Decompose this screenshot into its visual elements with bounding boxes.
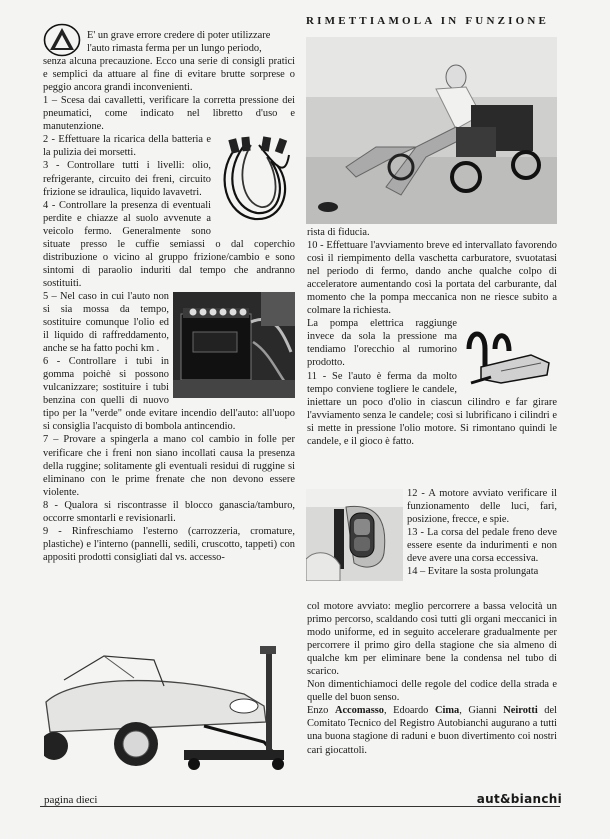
tip-5: 5 – Nel caso in cui l'auto non si sia mossa da tempo, sostituire comunque l'olio ed il liquido di raffreddamento, anche se ha fatto pochi km . [43,290,169,355]
pedal-car-icon [306,37,557,224]
right-column-middle [407,487,557,578]
tip-10: 10 - Effettuare l'avviamento breve ed intervallato favorendo così il riempimento della vaschetta carburatore, svuotatasi nel periodo di fermo, dando anche qualche colpo di acceleratore aumentando così la portata del carburante, dal momento che la pompa meccanica non ne riesce subito a colmare la richiesta. [307,240,557,317]
tip-2: 2 - Effettuare la ricarica della batteria e la pulizia dei morsetti. [43,134,211,159]
tip-7: 7 – Provare a spingerla a mano col cambio in folle per verificare che i freni non siano incollati causa la presenza della ruggine; solitamente gli eventuali residui di ruggine si eliminano con le prime frenate che non devono essere violente. [43,434,295,498]
footer-rule [40,806,560,807]
autobianchi-brand-logo: aut&bianchi [476,792,562,806]
car-on-jack-photo [44,646,295,778]
jumper-cables-photo [215,135,295,227]
closing-note: Non dimentichiamoci delle regole del codice della strada e quelle del buon senso. [307,679,557,704]
tip-13: 13 - La corsa del pedale freno deve essere esente da indurimenti e non deve avere una corsa eccessiva. [407,527,557,565]
pump-note: La pompa elettrica raggiunge invece da sola la pressione ma tendiamo l'orecchio al rumorino prodotto. [307,318,457,369]
tip-14-rest: col motore avviato: meglio percorrere a bassa velocità un primo percorso, scaldando così tutti gli organi meccanici in modo uniforme, ed in seguito accelerare gradualmente per percorrere il primo giro della stagione che sia almeno di qualche km per eliminare bene la condensa nel tubo di scarico. [307,601,557,678]
convertible-car-icon [44,646,295,778]
taillight-photo [306,489,403,581]
tip-14-start: 14 – Evitare la sosta prolungata [407,566,539,578]
exhaust-pump-photo [461,319,557,391]
tip-11: 11 - Se l'auto è ferma da molto tempo conviene togliere le candele, iniettare un poco d'olio in ciascun cilindro e far girare l'avviamento senza le candele; così si lubrificano i cilindri e si mette in pressione l'olio motore. Si rimontano quindi le candele, e il gioco è fatto. [307,370,557,447]
boy-pushing-cart-photo [306,37,557,224]
left-column [43,29,295,564]
intro-line-2: l'auto rimasta ferma per un lungo periodo, [87,43,262,55]
tip-3: 3 - Controllare tutti i livelli: olio, refrigerante, circuito dei freni, circuito frizione se idraulica, liquido lavavetri. [43,160,211,198]
intro-text: senza alcuna precauzione. Ecco una serie di consigli pratici e semplici da attuare al fine di evitare brutte sorprese o peggio ancora grandi inconvenienti. [43,56,295,94]
tip-8: 8 - Qualora si riscontrasse il blocco ganascia/tamburo, occorre smontarli e revisionarli. [43,499,295,524]
tip-6: 6 - Controllare i tubi in gomma poichè si possono vulcanizzare; sostituire i tubi benzina con quelli di nuovo tipo per la "verde" onde evitare incendio dell'auto: all'uopo si consiglia l'acquisto di bombola antincendio. [43,356,295,433]
exhaust-pipe-icon [461,319,557,391]
right-column-top [307,226,557,448]
tip-12: 12 - A motore avviato verificare il funzionamento delle luci, fari, posizione, frecce, e spie. [407,488,557,526]
car-battery-icon [173,292,295,398]
page-number: pagina dieci [44,794,98,806]
signature: Enzo Accomasso, Edoardo Cima, Gianni Neirotti del Comitato Tecnico del Registro Autobianchi augurano a tutti una buona stagione di raduni e buon divertimento coi nostri cari giocattoli. [307,705,557,756]
tip-9-continued: rista di fiducia. [307,227,370,238]
right-column-bottom [307,600,557,757]
intro-line-1: E' un grave errore credere di poter utilizzare [87,30,271,41]
tip-1: 1 – Scesa dai cavalletti, verificare la corretta pressione dei pneumatici, come indicato nel libretto d'uso e manutenzione. [43,95,295,133]
taillight-icon [306,489,403,581]
tip-4: 4 - Controllare la presenza di eventuali perdite e chiazze al suolo avvenute a veicolo fermo. Generalmente sono situate presso le cuffie semiassi o dal coperchio distribuzione o vicino al gruppo frizione/cambio e sono sintomi di paraolio induriti dal tempo che andranno sostituiti. [43,199,295,289]
jumper-cables-icon [215,135,295,227]
tip-9: 9 - Rinfreschiamo l'esterno (carrozzeria, cromature, plastiche) e l'interno (pannelli, sedili, cruscotto, tappeti) con appositi prodotti consigliati dal vs. accesso- [43,525,295,563]
section-heading: RIMETTIAMOLA IN FUNZIONE [306,15,550,27]
battery-photo [173,292,295,398]
